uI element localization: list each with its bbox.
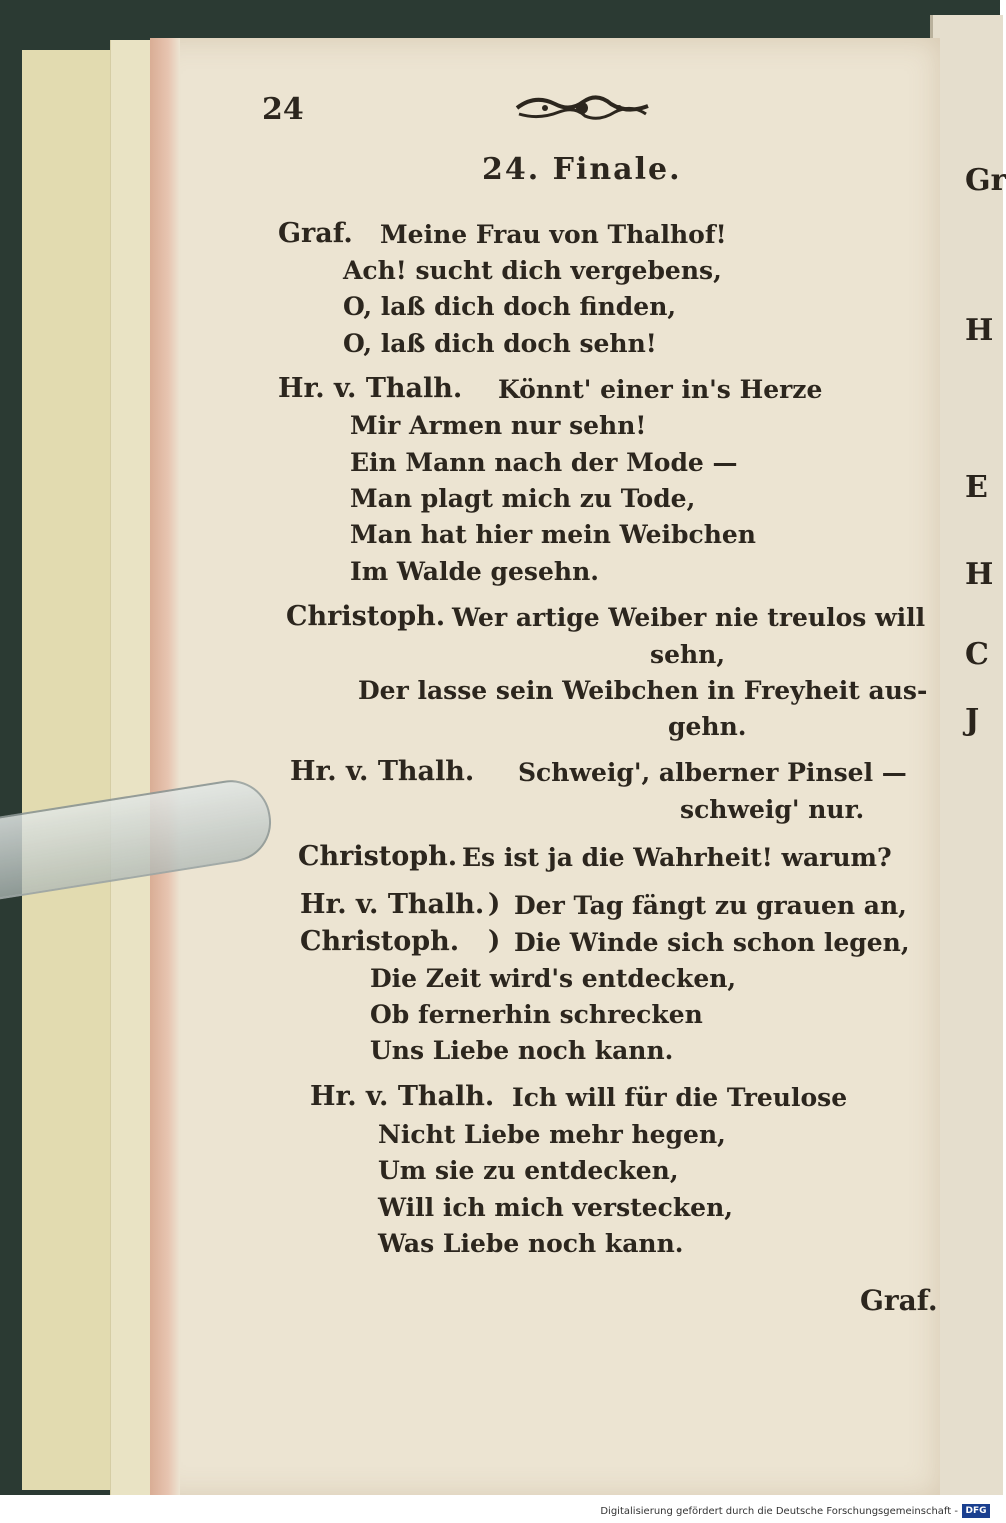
page-edge — [150, 38, 180, 1498]
dfg-logo: DFG — [962, 1504, 990, 1518]
verse-line: Es ist ja die Wahrheit! warum? — [462, 843, 892, 872]
facing-page-fragment: C — [965, 637, 989, 672]
catchword: Graf. — [860, 1284, 938, 1317]
verse-line: schweig' nur. — [680, 795, 865, 824]
printer-ornament — [515, 90, 650, 126]
bracket-mark: ) — [488, 926, 501, 956]
verse-line: O, laß dich doch finden, — [343, 292, 677, 321]
speaker-label: Hr. v. Thalh. — [290, 756, 475, 787]
verse-line: Könnt' einer in's Herze — [498, 375, 823, 404]
verse-line: Ich will für die Treulose — [512, 1083, 848, 1112]
verse-line: Ach! sucht dich vergebens, — [343, 256, 722, 285]
verse-line: Im Walde gesehn. — [350, 557, 599, 586]
page-heading: 24. Finale. — [482, 152, 682, 187]
verse-line: Ob fernerhin schrecken — [370, 1000, 703, 1029]
speaker-label: Hr. v. Thalh. — [310, 1081, 495, 1112]
verse-line: Ein Mann nach der Mode — — [350, 448, 738, 477]
facing-page-fragment: Gr — [965, 163, 1006, 198]
verse-line: O, laß dich doch sehn! — [343, 329, 657, 358]
verse-line: Um sie zu entdecken, — [378, 1156, 679, 1185]
facing-page-fragment: H — [965, 313, 994, 348]
verse-line: Schweig', alberner Pinsel — — [518, 758, 907, 787]
verse-line: Der Tag fängt zu grauen an, — [514, 891, 907, 920]
verse-line: Uns Liebe noch kann. — [370, 1036, 674, 1065]
speaker-label: Hr. v. Thalh. — [300, 889, 485, 920]
verse-line: Meine Frau von Thalhof! — [380, 220, 727, 249]
facing-page-fragment: E — [965, 470, 988, 505]
verse-line: Mir Armen nur sehn! — [350, 411, 647, 440]
bracket-mark: ) — [488, 889, 501, 919]
verse-line: Wer artige Weiber nie treulos will — [452, 603, 926, 632]
facing-page — [930, 15, 1006, 1495]
verse-line: Man plagt mich zu Tode, — [350, 484, 696, 513]
speaker-label: Christoph. — [286, 601, 446, 632]
speaker-label: Graf. — [278, 218, 353, 249]
verse-line: gehn. — [668, 712, 747, 741]
facing-page-fragment: J — [965, 703, 980, 738]
page-number: 24 — [262, 92, 304, 127]
speaker-label: Hr. v. Thalh. — [278, 373, 463, 404]
verse-line: Was Liebe noch kann. — [378, 1229, 684, 1258]
verse-line: Die Zeit wird's entdecken, — [370, 964, 737, 993]
facing-page-fragment: H — [965, 557, 994, 592]
verse-line: Will ich mich verstecken, — [378, 1193, 733, 1222]
verse-line: Nicht Liebe mehr hegen, — [378, 1120, 726, 1149]
verse-line: sehn, — [650, 640, 726, 669]
verse-line: Man hat hier mein Weibchen — [350, 520, 756, 549]
speaker-label: Christoph. — [300, 926, 460, 957]
verse-line: Die Winde sich schon legen, — [514, 928, 910, 957]
verse-line: Der lasse sein Weibchen in Freyheit aus- — [358, 676, 928, 705]
footer-credit: Digitalisierung gefördert durch die Deutsche Forschungsgemeinschaft - — [600, 1506, 958, 1517]
speaker-label: Christoph. — [298, 841, 458, 872]
